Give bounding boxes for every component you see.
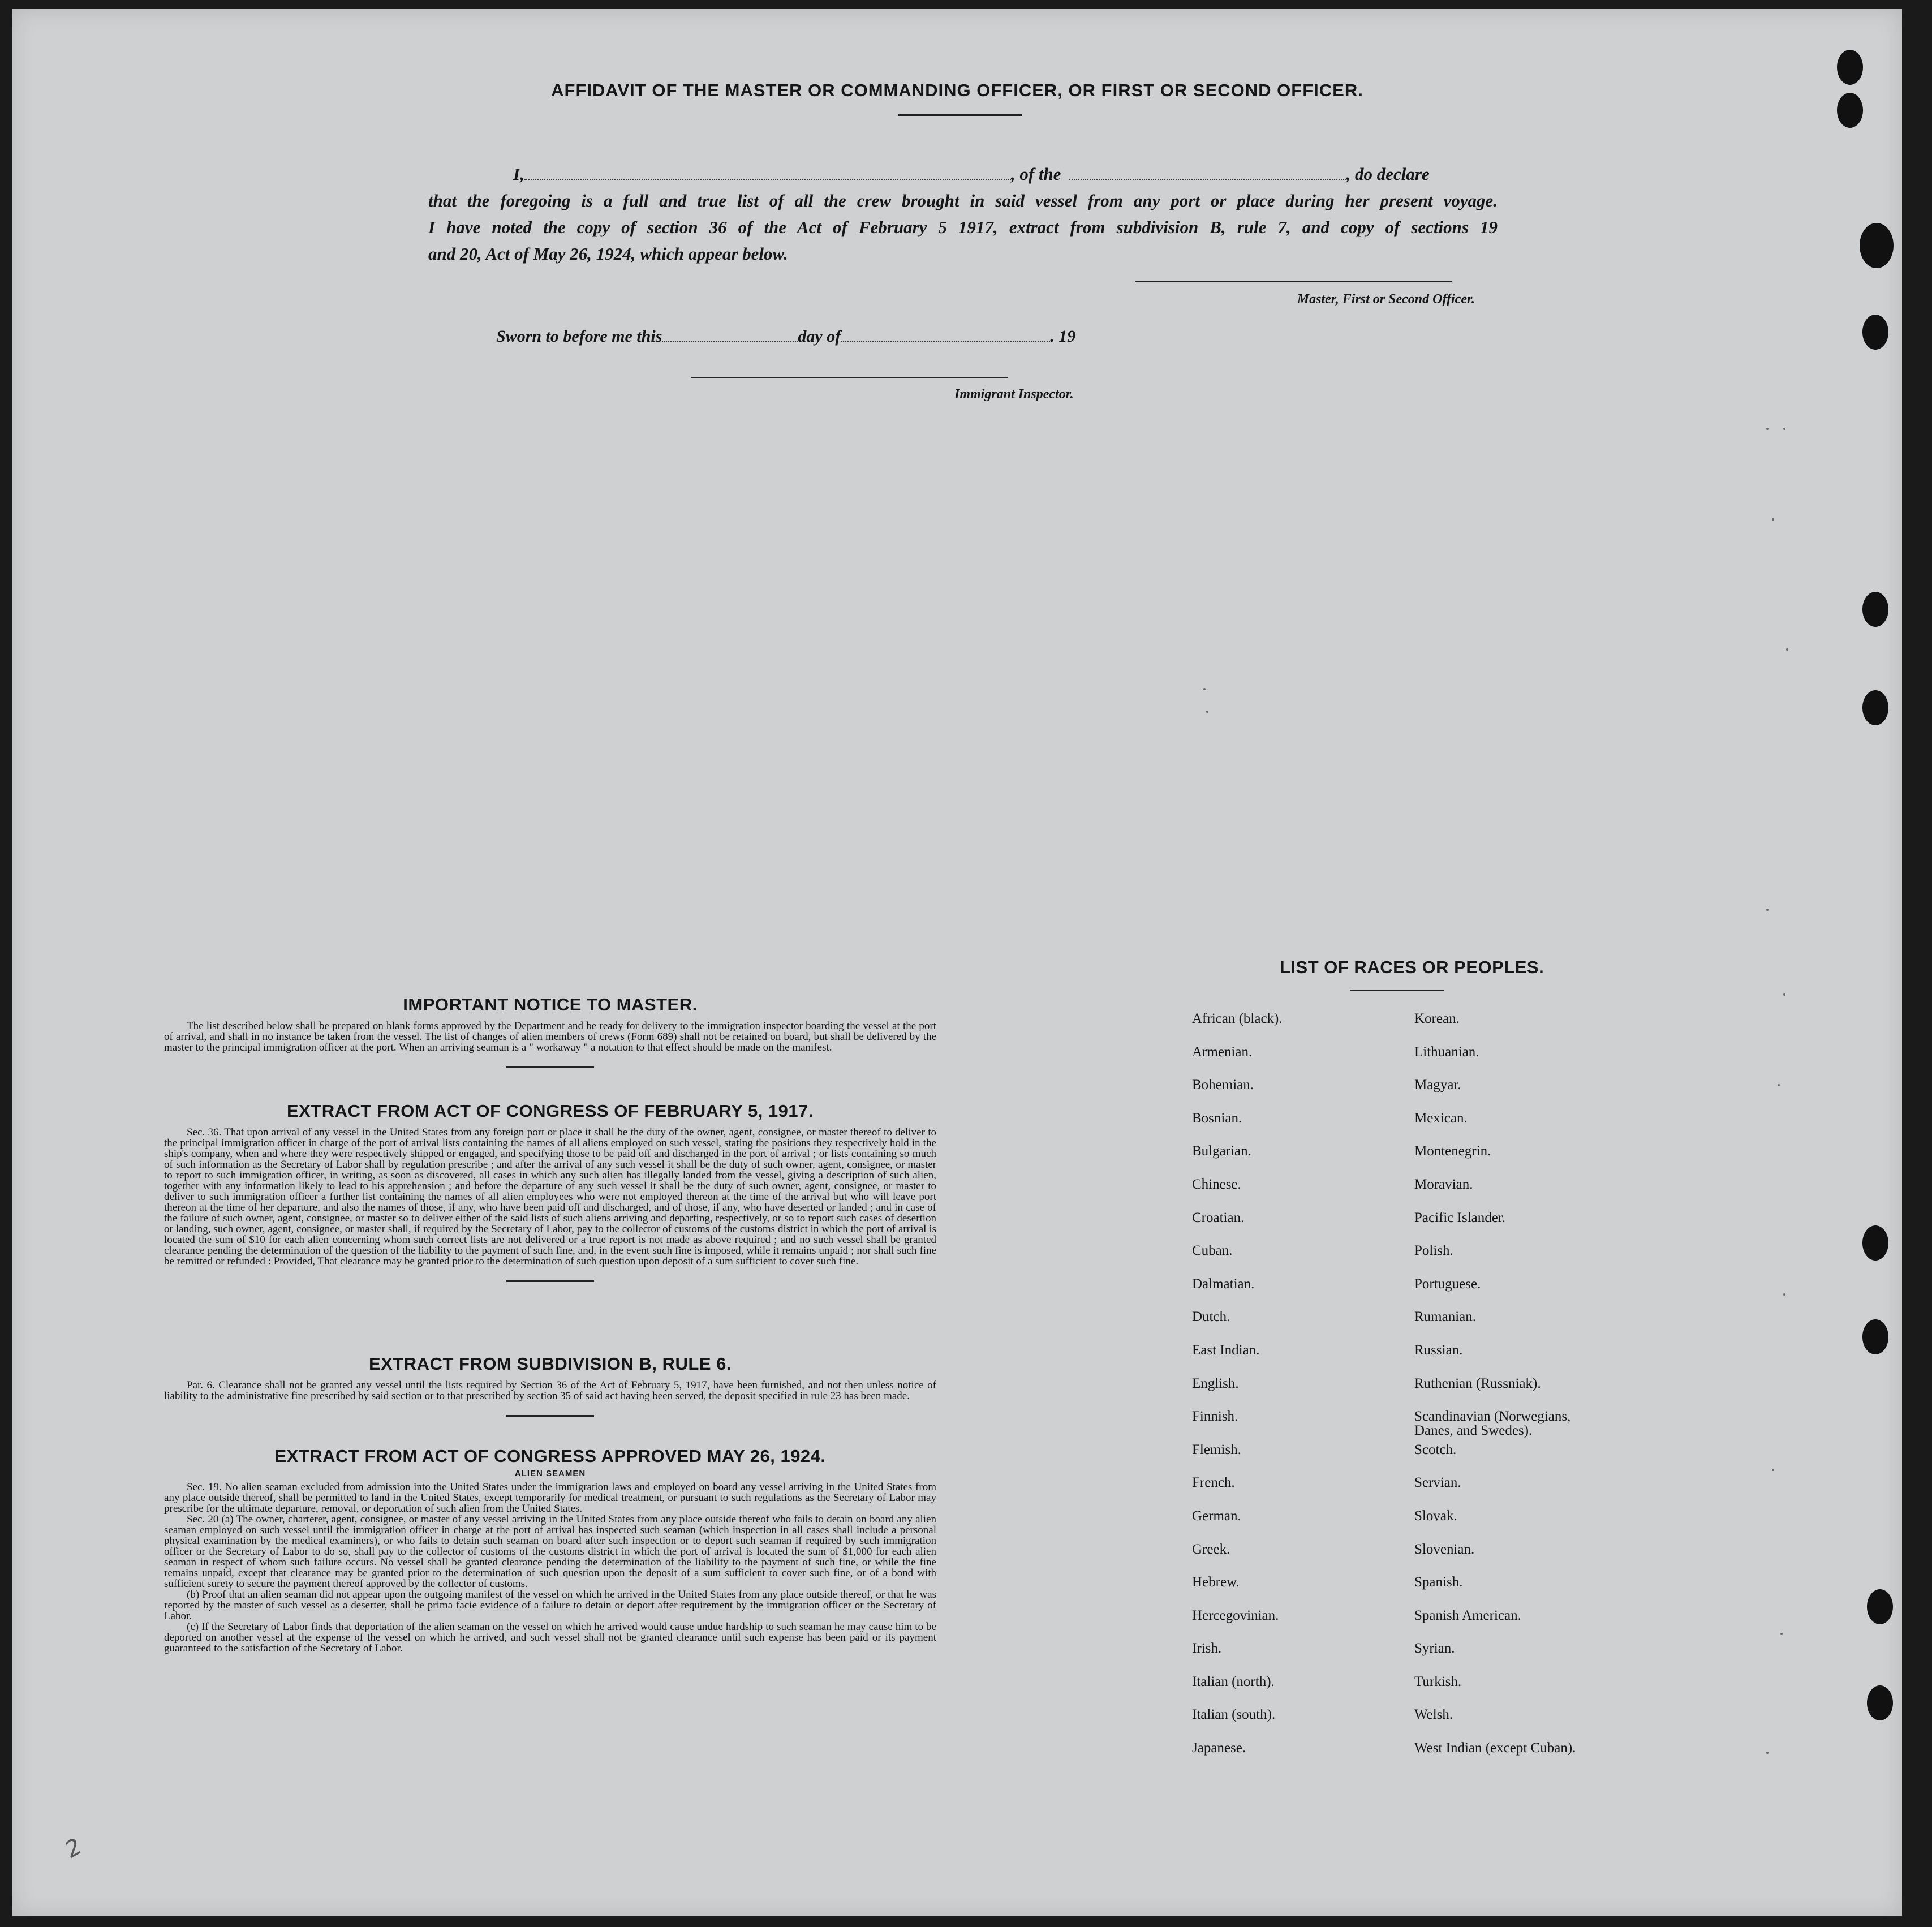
races-title: LIST OF RACES OR PEOPLES. — [1280, 957, 1544, 977]
race-item: Mexican. — [1414, 1110, 1468, 1126]
extract-1924-sec20b: (b) Proof that an alien seaman did not appear upon the outgoing manifest of the vessel on which he arrived in the United States from any place outside thereof, or that he was reported by the master of such vessel as a deserter, shall be prima facie evidence of a failure to detain or deport after requirement by the immigration officer or the Secretary of Labor. — [164, 1589, 936, 1622]
extract-1924-title: EXTRACT FROM ACT OF CONGRESS APPROVED MAY 26, 1924. — [274, 1446, 826, 1466]
speck — [1780, 1633, 1783, 1635]
race-item: East Indian. — [1192, 1342, 1260, 1358]
race-item: Slovak. — [1414, 1508, 1457, 1524]
name-blank — [524, 166, 1011, 180]
extract-1917-text: Sec. 36. That upon arrival of any vessel in the United States from any foreign port or place it shall be the duty of the owner, agent, consignee, or master thereof to deliver to the principal immigration officer in charge of the port of arrival lists containing the names of all aliens employed on such vessel, stating the positions they respectively hold in the ship's company, when and where they were respectively shipped or engaged, and specifying those to be paid off and discharged in the port of arrival ; or lists containing so much of such information as the Secretary of Labor shall by regulation prescribe ; and after the arrival of any such vessel it shall be the duty of such owner, agent, consignee, or master to report to such immigration officer, in writing, as soon as discovered, all cases in which any such alien has illegally landed from the vessel, giving a description of such alien, together with any information likely to lead to his apprehension ; and before the departure of any such vessel it shall be the duty of such owner, agent, consignee, or master to deliver to such immigration officer a further list containing the names of all alien employees who were not employed thereon at the time of the arrival but who will leave port thereon at the time of her departure, and also the names of those, if any, who have been paid off and discharged, and of those, if any, who have deserted or landed ; and in case of the failure of such owner, agent, consignee, or master so to deliver either of the said lists of such aliens arriving and departing, respectively, or so to report such cases of desertion or landing, such owner, agent, consignee, or master shall, if required by the Secretary of Labor, pay to the collector of customs of the customs district in which the port of arrival is located the sum of $10 for each alien concerning whom such correct lists are not delivered or a true report is not made as above required ; and no such vessel shall be granted clearance pending the determination of the question of the liability to the payment of such fine, and, in the event such fine is imposed, while it remains unpaid ; nor shall such fine be remitted or refunded : Provided, That clearance may be granted prior to the determination of such question upon deposit of a sum sufficient to cover such fine. — [164, 1126, 936, 1267]
section-rule — [506, 1280, 594, 1282]
sworn-prefix: Sworn to before me this — [496, 327, 662, 346]
document-page — [12, 9, 1902, 1916]
speck — [1766, 428, 1769, 430]
sworn-year: . 19 — [1050, 327, 1076, 346]
extract-1917-section — [164, 1101, 936, 1282]
speck — [1772, 518, 1774, 521]
races-left-column — [1192, 1012, 1283, 1774]
affidavit-title: AFFIDAVIT OF THE MASTER OR COMMANDING OFFICER, OR FIRST OR SECOND OFFICER. — [551, 80, 1363, 100]
race-item: Russian. — [1414, 1342, 1463, 1358]
race-item: Scotch. — [1414, 1442, 1457, 1457]
notice-body — [164, 1021, 936, 1053]
race-item: Pacific Islander. — [1414, 1210, 1506, 1225]
race-item: Hebrew. — [1192, 1575, 1240, 1590]
oath-text-2: I have noted the copy of section 36 of the Act of February 5 1917, extract from subdivision B, rule 7, and copy of sections 19 — [428, 217, 1498, 237]
handwritten-mark: 2 — [61, 1833, 87, 1864]
extract-rule6-section — [164, 1354, 936, 1417]
extract-1917-body — [164, 1127, 936, 1267]
speck — [1783, 1293, 1785, 1296]
race-item: Greek. — [1192, 1541, 1230, 1557]
race-item: Moravian. — [1414, 1176, 1473, 1192]
race-item: Slovenian. — [1414, 1541, 1475, 1557]
race-item: Montenegrin. — [1414, 1143, 1491, 1159]
race-item: Rumanian. — [1414, 1309, 1477, 1325]
race-item: Dalmatian. — [1192, 1276, 1255, 1292]
oath-text-1: that the foregoing is a full and true list of all the crew brought in said vessel from any port or place during her present voyage. — [428, 191, 1498, 210]
speck — [1766, 1752, 1769, 1754]
extract-1924-sec19: Sec. 19. No alien seaman excluded from admission into the United States under the immigration laws and employed on board any vessel arriving in the United States from any place outside thereof, shall be permitted to land in the United States, except temporarily for medical treatment, or pursuant to such regulations as the Secretary of Labor may prescribe for the ultimate departure, removal, or deportation of such alien from the United States. — [164, 1481, 936, 1515]
race-item: West Indian (except Cuban). — [1414, 1740, 1576, 1756]
race-item: Syrian. — [1414, 1641, 1455, 1657]
section-rule — [506, 1415, 594, 1417]
section-rule — [506, 1066, 594, 1068]
race-item: Welsh. — [1414, 1707, 1453, 1723]
race-item: Italian (north). — [1192, 1674, 1275, 1689]
vessel-blank — [1069, 166, 1346, 180]
race-item: Scandinavian (Norwegians, Danes, and Swedes). — [1414, 1409, 1571, 1439]
binder-hole — [1862, 1225, 1888, 1261]
race-item: Ruthenian (Russniak). — [1414, 1375, 1541, 1391]
race-item: Armenian. — [1192, 1044, 1253, 1060]
speck — [1772, 1469, 1774, 1471]
race-item: Magyar. — [1414, 1077, 1461, 1093]
race-item: English. — [1192, 1375, 1239, 1391]
speck — [1206, 711, 1208, 713]
notice-title: IMPORTANT NOTICE TO MASTER. — [403, 995, 698, 1014]
race-item: Flemish. — [1192, 1442, 1241, 1457]
race-item: Portuguese. — [1414, 1276, 1481, 1292]
binder-hole — [1867, 1685, 1893, 1720]
race-item: Hercegovinian. — [1192, 1607, 1279, 1623]
inspector-label: Immigrant Inspector. — [954, 387, 1074, 402]
race-item: Croatian. — [1192, 1210, 1245, 1225]
notice-section — [164, 995, 936, 1068]
oath-of-the: , of the — [1010, 164, 1061, 184]
affidavit-oath — [428, 161, 1498, 267]
day-blank — [662, 329, 798, 342]
inspector-line — [691, 377, 1008, 378]
title-rule — [898, 114, 1022, 116]
extract-rule6-text: Par. 6. Clearance shall not be granted any vessel until the lists required by Section 36 of the Act of February 5, 1917, have been furnished, and not then unless notice of liability to the administrative fine prescribed by said section or to that prescribed by section 35 of said act having been served, the deposit specified in rule 23 has been made. — [164, 1379, 936, 1402]
race-item: Finnish. — [1192, 1409, 1238, 1425]
month-blank — [841, 329, 1050, 342]
race-item: Italian (south). — [1192, 1707, 1276, 1723]
binder-hole — [1862, 1319, 1888, 1354]
oath-declare: , do declare — [1346, 164, 1430, 184]
oath-text-3: and 20, Act of May 26, 1924, which appear below. — [428, 244, 788, 264]
race-item: Irish. — [1192, 1641, 1222, 1657]
speck — [1766, 909, 1769, 911]
races-rule — [1350, 990, 1444, 991]
extract-rule6-title: EXTRACT FROM SUBDIVISION B, RULE 6. — [369, 1354, 732, 1374]
race-item: Servian. — [1414, 1475, 1461, 1491]
races-right-column — [1414, 1012, 1576, 1774]
binder-hole — [1862, 315, 1888, 350]
race-item: Dutch. — [1192, 1309, 1230, 1325]
speck — [1778, 1084, 1780, 1086]
speck — [1783, 993, 1785, 996]
binder-hole — [1862, 690, 1888, 725]
race-item: Bohemian. — [1192, 1077, 1254, 1093]
race-item: African (black). — [1192, 1011, 1283, 1026]
signature-label: Master, First or Second Officer. — [1297, 292, 1475, 307]
race-item: German. — [1192, 1508, 1241, 1524]
notice-text: The list described below shall be prepared on blank forms approved by the Department and be ready for delivery to the immigration inspector boarding the vessel at the port of arrival, and shall in no instance be taken from the vessel. The list of changes of alien members of crews (Form 689) shall not be retained on board, but shall be delivered by the master to the principal immigration officer at the port. When an arriving seaman is a " workaway " a notation to that effect should be made on the manifest. — [164, 1020, 936, 1053]
extract-1924-sec20a: Sec. 20 (a) The owner, charterer, agent, consignee, or master of any vessel arriving in the United States from any place outside thereof who fails to detain on board any alien seaman employed on such vessel until the immigration officer in charge at the port of arrival has inspected such seaman (which inspection in all cases shall include a personal physical examination by the medical examiners), or who fails to detain such seaman on board after such inspection or to deport such seaman if required by such immigration officer or the Secretary of Labor to do so, shall pay to the collector of customs of the customs district in which the port of arrival is located the sum of $1,000 for each alien seaman in respect of whom such failure occurs. No vessel shall be granted clearance pending the determination of the liability to the payment of such fine, or while the fine remains unpaid, except that clearance may be granted prior to the determination of such question upon the deposit of a sum sufficient to cover such fine, or of a bond with sufficient surety to secure the payment thereof approved by the collector of customs. — [164, 1513, 936, 1590]
binder-hole — [1862, 592, 1888, 627]
binder-hole — [1837, 50, 1863, 85]
race-item: Cuban. — [1192, 1243, 1233, 1259]
binder-hole — [1860, 223, 1894, 268]
extract-1924-body — [164, 1482, 936, 1654]
race-item: Spanish. — [1414, 1575, 1463, 1590]
race-item: Lithuanian. — [1414, 1044, 1479, 1060]
oath-line-1 — [428, 161, 1498, 187]
race-item: Bosnian. — [1192, 1110, 1242, 1126]
race-item: Japanese. — [1192, 1740, 1246, 1756]
extract-rule6-body — [164, 1380, 936, 1401]
binder-hole — [1867, 1589, 1893, 1624]
alien-seamen-subhead: ALIEN SEAMEN — [514, 1469, 586, 1478]
speck — [1786, 648, 1788, 651]
race-item: Korean. — [1414, 1011, 1460, 1026]
extract-1924-section — [164, 1446, 936, 1654]
sworn-line — [496, 327, 1075, 346]
race-item: French. — [1192, 1475, 1235, 1491]
race-item: Polish. — [1414, 1243, 1453, 1259]
extract-1924-sec20c: (c) If the Secretary of Labor finds that deportation of the alien seaman on the vessel on which he arrived would cause undue hardship to such seaman he may cause him to be deported on another vessel at the expense of the vessel on which he arrived, and such vessel shall not be granted clearance until such expense has been paid or its payment guaranteed to the satisfaction of the Secretary of Labor. — [164, 1621, 936, 1654]
race-item: Bulgarian. — [1192, 1143, 1251, 1159]
signature-line — [1135, 281, 1452, 282]
speck — [1203, 688, 1206, 690]
race-item: Chinese. — [1192, 1176, 1241, 1192]
race-item: Spanish American. — [1414, 1607, 1521, 1623]
race-item: Turkish. — [1414, 1674, 1462, 1689]
extract-1917-title: EXTRACT FROM ACT OF CONGRESS OF FEBRUARY 5, 1917. — [286, 1101, 814, 1121]
sworn-day-of: day of — [798, 327, 841, 346]
speck — [1783, 428, 1785, 430]
oath-i: I, — [513, 164, 524, 184]
